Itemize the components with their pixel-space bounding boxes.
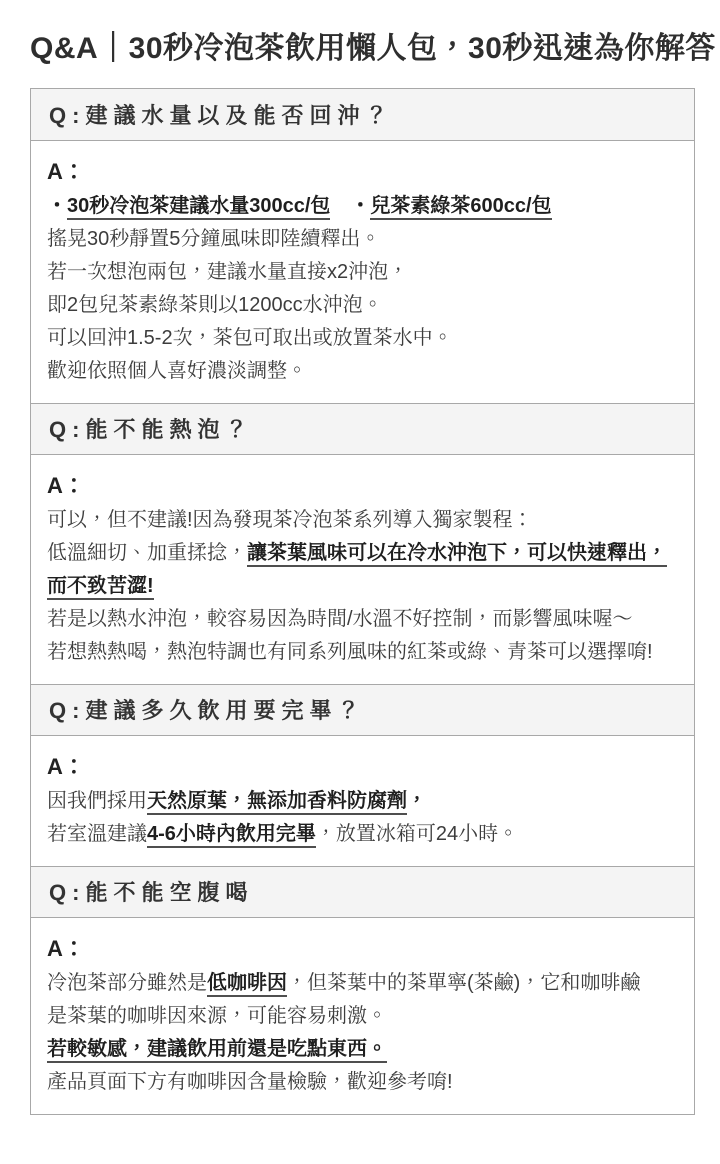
answer-line (47, 256, 676, 289)
answer-section (31, 918, 694, 1114)
text-segment: 歡迎依照個人喜好濃淡調整。 (47, 359, 307, 382)
answer-section (31, 736, 694, 866)
answer-section (31, 141, 694, 403)
answer-line (47, 636, 676, 669)
answer-line (47, 1000, 676, 1033)
text-segment: 即2包兒茶素綠茶則以1200cc水沖泡。 (47, 293, 383, 316)
answer-line (47, 603, 676, 636)
text-segment: ，但茶葉中的茶單寧(茶鹼)，它和咖啡鹼 (287, 971, 641, 994)
answer-line (47, 289, 676, 322)
text-segment: 若室溫建議 (47, 822, 147, 845)
text-segment: 產品頁面下方有咖啡因含量檢驗，歡迎參考唷! (47, 1070, 453, 1093)
answer-line (47, 1033, 676, 1066)
question-header (31, 684, 694, 736)
question-text: Q:能不能熱泡？ (49, 417, 254, 442)
answer-label: A： (47, 472, 85, 498)
answer-line (47, 322, 676, 355)
text-segment: ・ (47, 194, 67, 217)
text-segment: 若想熱熱喝，熱泡特調也有同系列風味的紅茶或綠、青茶可以選擇唷! (47, 640, 653, 663)
text-segment: ・ (350, 194, 371, 217)
answer-line (47, 504, 676, 537)
answer-line (47, 223, 676, 256)
text-segment: 而不致苦澀! (47, 575, 154, 600)
text-segment: 天然原葉，無添加香料防腐劑 (147, 790, 407, 815)
text-segment: 是茶葉的咖啡因來源，可能容易刺激。 (47, 1004, 387, 1027)
answer-line (47, 967, 676, 1000)
page-title: Q&A｜30秒冷泡茶飲用懶人包，30秒迅速為你解答 (30, 32, 716, 65)
text-segment: 若一次想泡兩包，建議水量直接x2沖泡， (47, 260, 409, 283)
text-segment: 4-6小時內飲用完畢 (147, 823, 316, 848)
answer-line (47, 570, 676, 603)
text-segment: 冷泡茶部分雖然是 (47, 971, 207, 994)
text-segment: 讓茶葉風味可以在冷水沖泡下，可以快速釋出， (247, 542, 667, 567)
answer-line (47, 785, 676, 818)
text-segment: 若是以熱水沖泡，較容易因為時間/水溫不好控制，而影響風味喔～ (47, 607, 633, 630)
question-header (31, 866, 694, 918)
text-segment: 可以回沖1.5-2次，茶包可取出或放置茶水中。 (47, 326, 453, 349)
qa-box (30, 88, 695, 1115)
text-segment: 30秒冷泡茶建議水量300cc/包 (67, 195, 330, 220)
answer-label: A： (47, 753, 85, 779)
text-segment: 低咖啡因 (207, 972, 287, 997)
text-segment: 搖晃30秒靜置5分鐘風味即陸續釋出。 (47, 227, 381, 250)
answer-line (47, 818, 676, 851)
question-text: Q:建議水量以及能否回沖？ (49, 102, 394, 128)
text-segment: 因我們採用 (47, 789, 147, 812)
answer-label: A： (47, 935, 85, 961)
answer-section (31, 455, 694, 684)
answer-line (47, 1066, 676, 1099)
text-segment: 兒茶素綠茶600cc/包 (370, 195, 551, 220)
text-segment: ，放置冰箱可24小時。 (315, 822, 519, 845)
text-segment: ， (407, 789, 427, 812)
question-text: Q:能不能空腹喝 (49, 880, 254, 905)
answer-label: A： (47, 158, 85, 184)
text-segment: 可以，但不建議!因為發現茶冷泡茶系列導入獨家製程： (47, 508, 533, 531)
text-segment (330, 195, 350, 217)
question-header (31, 403, 694, 455)
question-header (31, 89, 694, 141)
answer-line (47, 190, 676, 223)
text-segment: 低溫細切、加重揉捻， (47, 541, 247, 564)
answer-line (47, 537, 676, 570)
question-text: Q:建議多久飲用要完畢？ (49, 698, 366, 723)
text-segment: 若較敏感，建議飲用前還是吃點東西。 (47, 1038, 387, 1063)
answer-line (47, 355, 676, 388)
